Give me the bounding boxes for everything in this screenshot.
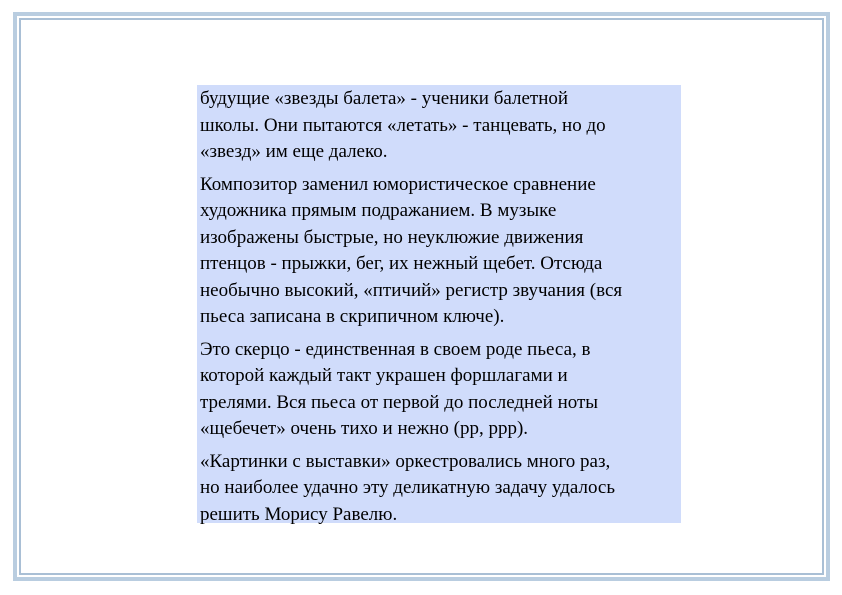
paragraph-1 xyxy=(200,86,681,166)
text-line: но наиболее удачно эту деликатную задачу удалось xyxy=(200,477,616,498)
text-line: будущие «звезды балета» - ученики балетной xyxy=(200,88,569,109)
text-line: решить Морису Равелю. xyxy=(200,503,398,525)
text-line: которой каждый такт украшен форшлагами и xyxy=(200,365,568,386)
text-line: «щебечет» очень тихо и нежно (pp, ppp). xyxy=(200,418,529,439)
paragraph-3 xyxy=(200,337,681,443)
text-block xyxy=(197,85,681,523)
text-line: Это скерцо - единственная в своем роде пьеса, в xyxy=(200,338,591,360)
text-line: птенцов - прыжки, бег, их нежный щебет. Отсюда xyxy=(200,253,603,274)
text-line: художника прямым подражанием. В музыке xyxy=(200,200,557,221)
text-line: необычно высокий, «птичий» регистр звучания (вся xyxy=(200,279,623,301)
text-line: пьеса записана в скрипичном ключе). xyxy=(200,306,505,327)
text-line: «Картинки с выставки» оркестровались много раз, xyxy=(200,450,611,472)
text-line: трелями. Вся пьеса от первой до последней ноты xyxy=(200,391,599,413)
text-line: изображены быстрые, но неуклюжие движения xyxy=(200,226,584,248)
paragraph-2 xyxy=(200,172,681,331)
text-line: школы. Они пытаются «летать» - танцевать, но до xyxy=(200,114,606,136)
text-line: «звезд» им еще далеко. xyxy=(200,141,388,162)
paragraph-4 xyxy=(200,449,681,529)
text-line: Композитор заменил юмористическое сравнение xyxy=(200,173,596,195)
